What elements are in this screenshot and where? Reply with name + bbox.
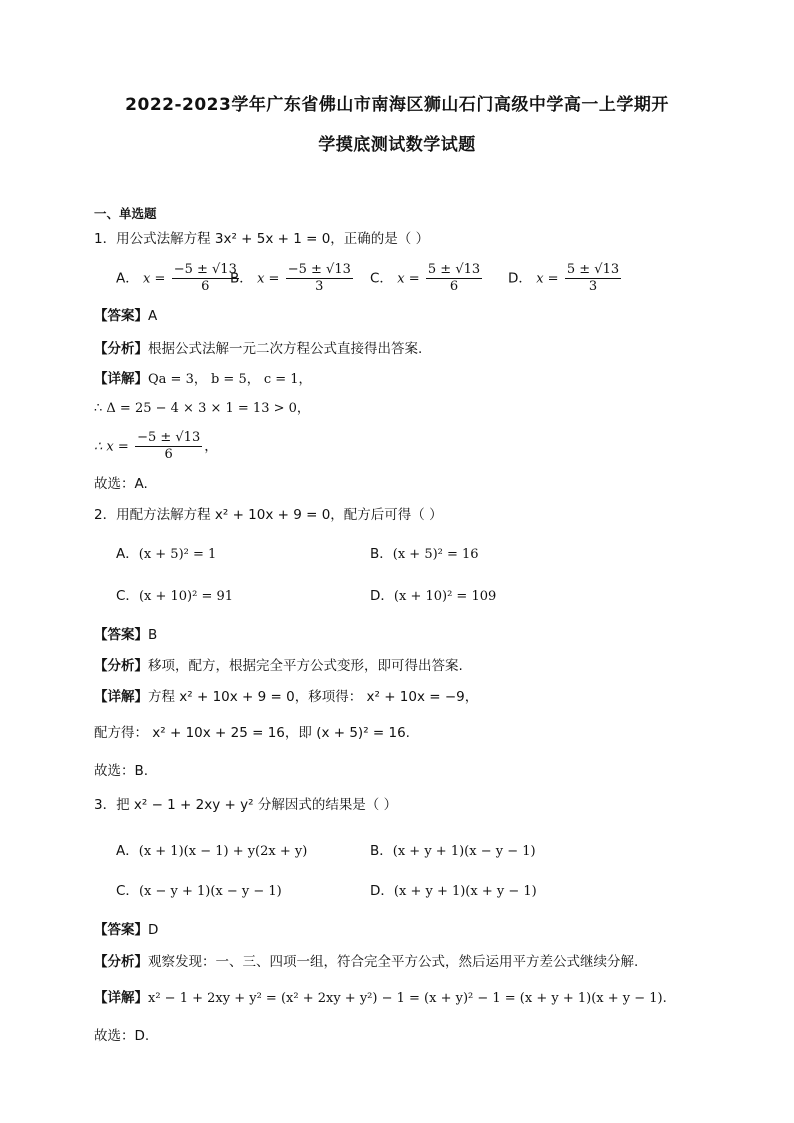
- q2-analysis: [94, 657, 463, 675]
- option-label: D．: [508, 270, 532, 287]
- option-expr: (x + y + 1)(x − y − 1): [392, 844, 536, 859]
- q2-stem: 2．用配方法解方程 x² + 10x + 9 = 0，配方后可得（ ）: [94, 507, 443, 523]
- document-title-line1: 2022-2023学年广东省佛山市南海区狮山石门高级中学高一上学期开: [125, 95, 669, 115]
- option-expr: (x + 5)² = 16: [392, 547, 479, 562]
- document-title-line2: 学摸底测试数学试题: [318, 135, 476, 155]
- option-label: C．: [116, 883, 139, 899]
- q1-detail-2: ∴ Δ = 25 − 4 × 3 × 1 = 13 > 0，: [94, 401, 310, 416]
- q2-answer: [94, 626, 157, 644]
- option-expr: (x + 10)² = 109: [393, 589, 497, 604]
- q2-detail-1: [94, 688, 478, 706]
- q2-detail-2: 配方得： x² + 10x + 25 = 16，即 (x + 5)² = 16.: [94, 725, 410, 741]
- q1-stem: 1．用公式法解方程 3x² + 5x + 1 = 0，正确的是（ ）: [94, 231, 430, 247]
- analysis-text: 移项，配方，根据完全平方公式变形，即可得出答案.: [148, 658, 463, 674]
- q1-analysis: [94, 340, 422, 358]
- option-lhs: x =: [397, 271, 420, 287]
- fraction: [286, 262, 353, 295]
- q1-option-b: [230, 262, 355, 295]
- answer-tag: 【答案】: [94, 627, 148, 643]
- answer-value: A: [148, 308, 158, 324]
- option-label: B．: [370, 843, 393, 859]
- fraction: [426, 262, 482, 295]
- q2-option-a: [116, 545, 216, 564]
- answer-tag: 【答案】: [94, 308, 148, 324]
- analysis-text: 观察发现：一、三、四项一组，符合完全平方公式，然后运用平方差公式继续分解.: [148, 954, 639, 970]
- numerator: −5 ± √13: [137, 430, 201, 445]
- option-label: A．: [116, 546, 139, 562]
- option-label: A．: [116, 270, 139, 287]
- detail-lhs: ∴ x =: [94, 439, 129, 455]
- q3-detail-1: [94, 989, 667, 1008]
- q3-answer: [94, 921, 158, 939]
- q3-stem: 3．把 x² − 1 + 2xy + y² 分解因式的结果是（ ）: [94, 797, 398, 813]
- q1-detail-1: [94, 370, 312, 389]
- numerator: 5 ± √13: [566, 262, 620, 277]
- fraction: [135, 430, 202, 463]
- option-label: B．: [370, 546, 393, 562]
- denominator: 6: [449, 279, 459, 294]
- detail-text: 方程 x² + 10x + 9 = 0，移项得： x² + 10x = −9，: [148, 689, 479, 705]
- analysis-tag: 【分析】: [94, 658, 148, 674]
- q3-option-d: [370, 882, 537, 901]
- answer-value: B: [148, 627, 158, 643]
- q3-choose: 故选：D.: [94, 1028, 150, 1044]
- detail-tag: 【详解】: [94, 689, 148, 705]
- detail-text: Qa = 3， b = 5， c = 1，: [148, 372, 312, 387]
- q1-option-c: [370, 262, 484, 295]
- q3-option-b: [370, 842, 536, 861]
- option-expr: (x + 5)² = 1: [138, 547, 217, 562]
- denominator: 6: [201, 279, 210, 294]
- detail-tag: 【详解】: [94, 371, 148, 387]
- option-expr: (x + 1)(x − 1) + y(2x + y): [138, 844, 308, 859]
- q1-choose: 故选：A.: [94, 476, 148, 492]
- analysis-text: 根据公式法解一元二次方程公式直接得出答案.: [148, 341, 423, 357]
- q1-detail-3: [94, 430, 218, 463]
- option-lhs: x =: [143, 271, 166, 287]
- option-expr: (x − y + 1)(x − y − 1): [138, 884, 282, 899]
- q1-option-d: [508, 262, 623, 295]
- numerator: −5 ± √13: [287, 262, 351, 277]
- q2-choose: 故选：B.: [94, 763, 149, 779]
- denominator: 3: [588, 279, 598, 294]
- numerator: −5 ± √13: [173, 262, 237, 277]
- q1-answer: [94, 307, 157, 325]
- q3-option-a: [116, 842, 307, 861]
- fraction: [565, 262, 621, 295]
- denominator: 6: [164, 447, 173, 462]
- analysis-tag: 【分析】: [94, 954, 148, 970]
- denominator: 3: [315, 279, 324, 294]
- answer-tag: 【答案】: [94, 922, 148, 938]
- analysis-tag: 【分析】: [94, 341, 148, 357]
- detail-tag: 【详解】: [94, 990, 148, 1006]
- option-expr: (x + 10)² = 91: [138, 589, 234, 604]
- detail-tail: ，: [204, 438, 218, 455]
- q3-option-c: [116, 882, 282, 901]
- numerator: 5 ± √13: [427, 262, 481, 277]
- fraction: [172, 262, 239, 295]
- option-lhs: x =: [257, 271, 280, 287]
- option-label: C．: [370, 270, 393, 287]
- section-heading: 一、单选题: [94, 206, 157, 221]
- q1-option-a: [116, 262, 241, 295]
- option-label: B．: [230, 270, 253, 287]
- answer-value: D: [148, 922, 159, 938]
- option-expr: (x + y + 1)(x + y − 1): [393, 884, 537, 899]
- q2-option-d: [370, 587, 496, 606]
- option-lhs: x =: [536, 271, 559, 287]
- q2-option-c: [116, 587, 233, 606]
- option-label: A．: [116, 843, 139, 859]
- option-label: D．: [370, 883, 394, 899]
- q2-option-b: [370, 545, 479, 564]
- option-label: D．: [370, 588, 394, 604]
- option-label: C．: [116, 588, 139, 604]
- detail-text: x² − 1 + 2xy + y² = (x² + 2xy + y²) − 1 = (x + y)² − 1 = (x + y + 1)(x + y − 1).: [148, 991, 667, 1006]
- q3-analysis: [94, 953, 638, 971]
